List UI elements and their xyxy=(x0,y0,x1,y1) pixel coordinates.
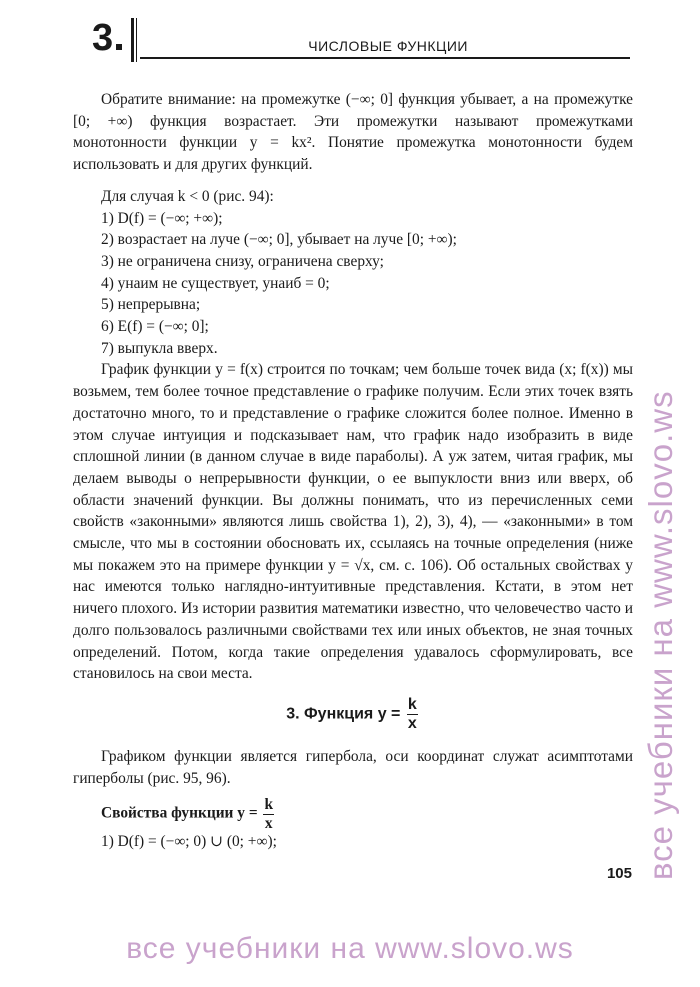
paragraph-graph-intuition: График функции y = f(x) строится по точкам; чем больше точек вида (x; f(x)) мы возьмем, тем более точное представление о графике получим. Если этих точек взять достаточно много, то и представление о графике сложится более полное. Именно в этом случае интуиция и подсказывает нам, что график надо изобразить в виде сплошной линии (в данном случае в виде параболы). А уж затем, читая график, мы делаем выводы о непрерывности функции, о ее выпуклости вниз или вверх, об области значений функции. Вы должны понимать, что из перечисленных семи свойств «законными» являются лишь свойства 1), 2), 3), 4), — «законными» в том смысле, что мы в состоянии обосновать их, ссылаясь на точные определения (ниже мы покажем это на примере функции y = √x, см. с. 106). Об остальных свойствах у нас имеются только наглядно-интуитивные представления. Кстати, в этом нет ничего плохого. Из истории развития математики известно, что человечество часто и долго пользовалось различными свойствами тех или иных объектов, не зная точных определений. Потом, когда такие определения удавалось сформулировать, все становилось на свои места. xyxy=(73,361,633,683)
chapter-dot xyxy=(116,44,122,50)
chapter-number: 3 xyxy=(92,17,113,59)
fraction-k-over-x xyxy=(263,797,274,831)
section-title: 3. Функция y = xyxy=(286,705,401,723)
header-rule xyxy=(140,57,630,59)
paragraph-hyperbola: Графиком функции является гипербола, оси координат служат асимптотами гиперболы (рис. 95, 96). xyxy=(73,747,633,787)
header-bar-thick xyxy=(131,18,134,62)
list-item: 5) непрерывна; xyxy=(101,296,201,314)
list-item: 1) D(f) = (−∞; 0) ∪ (0; +∞); xyxy=(101,833,277,851)
case-intro: Для случая k < 0 (рис. 94): xyxy=(101,187,274,205)
list-item: 2) возрастает на луче (−∞; 0], убывает на луче [0; +∞); xyxy=(101,231,457,249)
list-item: 1) D(f) = (−∞; +∞); xyxy=(101,209,223,227)
page-body xyxy=(73,89,633,853)
properties-heading xyxy=(101,797,633,831)
list-item: 3) не ограничена снизу, ограничена сверху; xyxy=(101,252,384,270)
list-item: 7) выпукла вверх. xyxy=(101,339,218,357)
fraction-denominator: x xyxy=(264,814,273,832)
fraction-k-over-x xyxy=(407,697,418,732)
header-bar-thin xyxy=(136,18,137,62)
page-number: 105 xyxy=(606,865,632,882)
list-item: 6) E(f) = (−∞; 0]; xyxy=(101,318,209,336)
paragraph-monotonicity: Обратите внимание: на промежутке (−∞; 0] функция убывает, а на промежутке [0; +∞) функция возрастает. Эти промежутки называют промежутками монотонности функции y = kx². Понятие промежутка монотонности будем использовать и для других функций. xyxy=(73,91,633,174)
fraction-numerator: k xyxy=(407,695,417,713)
list-item: 4) yнаим не существует, yнаиб = 0; xyxy=(101,274,330,292)
running-title: ЧИСЛОВЫЕ ФУНКЦИИ xyxy=(308,38,468,54)
bottom-watermark: все учебники на www.slovo.ws xyxy=(126,932,574,965)
properties-title: Свойства функции y = xyxy=(101,804,258,822)
fraction-denominator: x xyxy=(407,714,417,732)
side-watermark: все учебники на www.slovo.ws xyxy=(642,390,679,880)
section-heading xyxy=(73,697,633,732)
properties-list xyxy=(73,208,633,360)
fraction-numerator: k xyxy=(264,796,274,814)
